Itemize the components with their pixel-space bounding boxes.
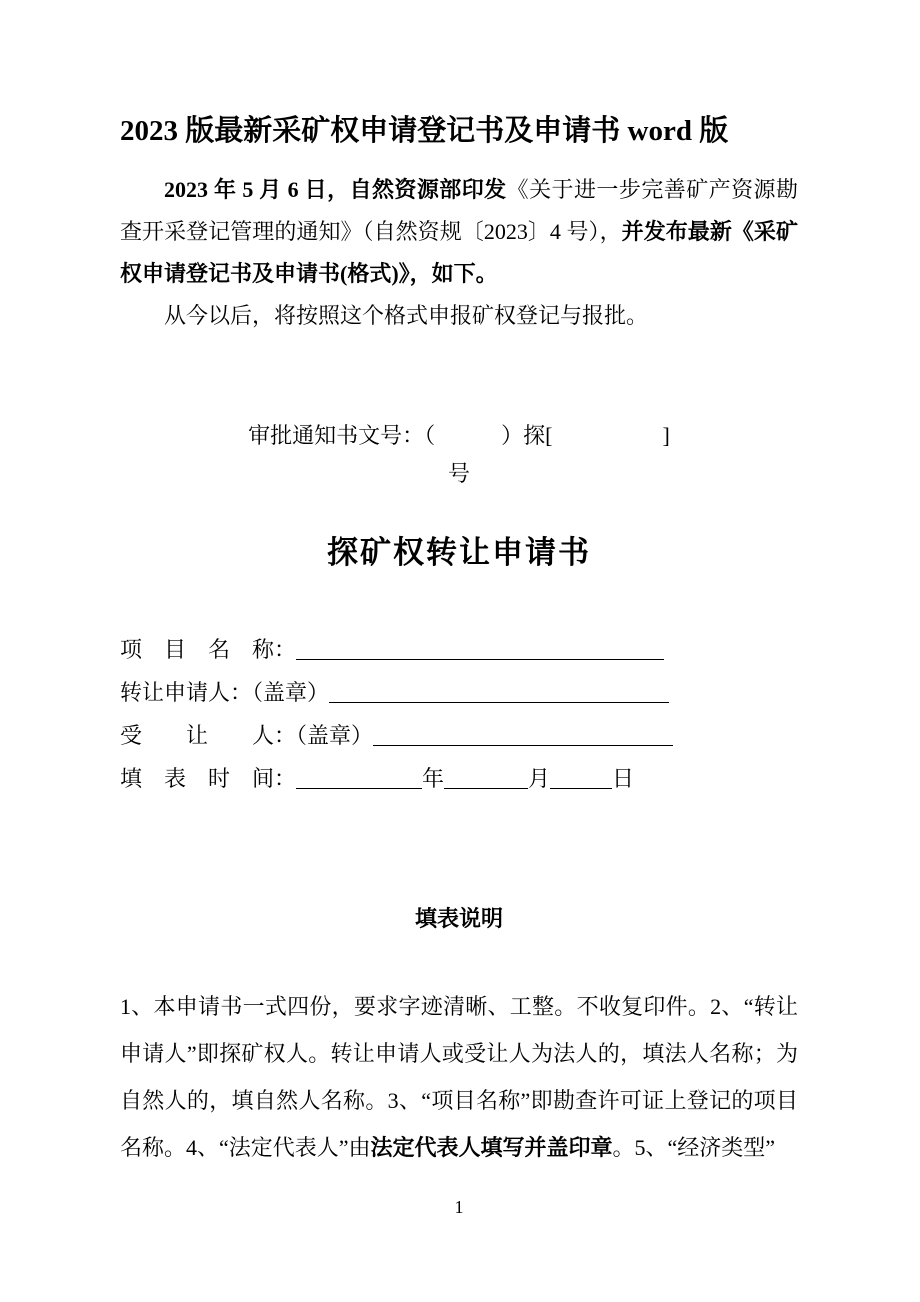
intro-regular-notice: 《关于进一步完善矿产资源勘查开采登记管理的通知》（自然资规〔2023〕4 号）， xyxy=(120,177,798,245)
notes-heading: 填表说明 xyxy=(414,906,503,932)
fill-date-row xyxy=(120,757,798,800)
intro-bold-date: 2023 年 5 月 6 日，自然资源部印发 xyxy=(164,177,507,203)
notes-text-1: 1、本申请书一式四份，要求字迹清晰、工整。不收复印件。2、“转让申请人”即探矿权人。转让申请人或受让人为法人的，填法人名称；为自然人的，填自然人名称。3、“项目名称”即勘查许可证上登记的项目名称。4、“法定代表人”由 xyxy=(120,994,798,1161)
transferor-blank xyxy=(329,680,669,703)
approval-number-block xyxy=(120,417,798,493)
month-label: 月 xyxy=(528,766,551,792)
page-title: 2023 版最新采矿权申请登记书及申请书 word 版 xyxy=(120,115,729,147)
project-name-blank xyxy=(296,637,664,660)
transferee-row xyxy=(120,714,798,757)
notes-bold-legal-rep: 法定代表人填写并盖印章 xyxy=(370,1135,613,1161)
approval-number-line: 审批通知书文号：（ ）探[ ] xyxy=(248,423,670,449)
intro-bold-release: 并发布最新《采矿权申请登记书及申请书(格式)》，如下。 xyxy=(120,219,798,287)
month-blank xyxy=(444,766,528,789)
intro-paragraph-2: 从今以后，将按照这个格式申报矿权登记与报批。 xyxy=(164,303,649,329)
year-blank xyxy=(296,766,422,789)
day-label: 日 xyxy=(612,766,635,792)
application-form xyxy=(120,628,798,800)
notes-paragraph xyxy=(120,983,798,1171)
page-number: 1 xyxy=(454,1197,464,1218)
transferor-label: 转让申请人：（盖章） xyxy=(120,680,330,706)
transferee-blank xyxy=(373,723,673,746)
project-name-label: 项 目 名 称： xyxy=(120,637,297,663)
project-name-row xyxy=(120,628,798,671)
year-label: 年 xyxy=(422,766,445,792)
day-blank xyxy=(550,766,612,789)
fill-date-label: 填 表 时 间： xyxy=(120,766,297,792)
approval-number-suffix: 号 xyxy=(447,461,470,487)
transferee-label: 受 让 人：（盖章） xyxy=(120,723,374,749)
transferor-row xyxy=(120,671,798,714)
notes-text-2: 。5、“经济类型” xyxy=(612,1135,776,1161)
application-form-title: 探矿权转让申请书 xyxy=(327,535,591,571)
intro-paragraph xyxy=(120,169,798,295)
